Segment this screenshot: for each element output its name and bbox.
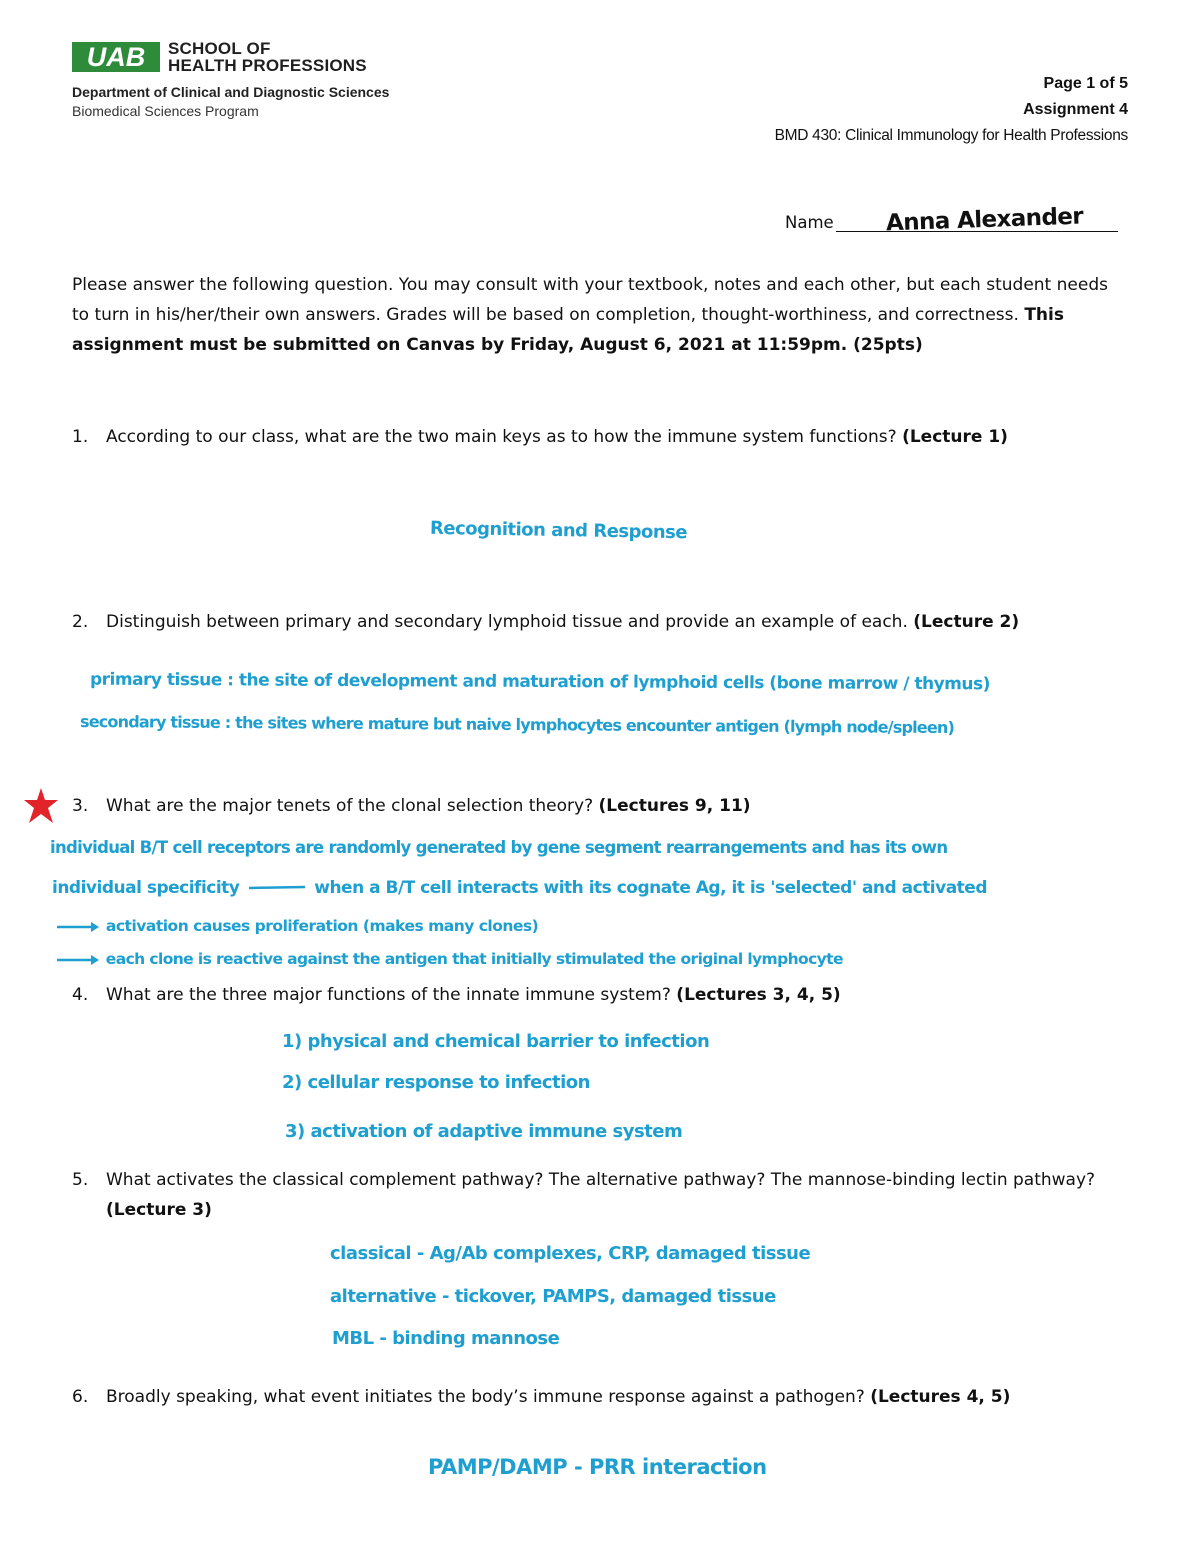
answer-4-line-2: 2) cellular response to infection: [282, 1072, 590, 1093]
answer-3-line-2: [52, 878, 987, 898]
question-3: [72, 791, 1132, 821]
instructions-text: Please answer the following question. You may consult with your textbook, notes and each other, but each student needs to turn in his/her/their own answers. Grades will be based on completion, thought-worthiness, and correctness.: [72, 275, 1108, 325]
uab-logo: [72, 42, 160, 72]
lecture-ref: (Lectures 4, 5): [870, 1387, 1011, 1407]
question-2: [72, 607, 1132, 637]
school-line-1: SCHOOL OF: [168, 39, 271, 58]
question-text: Distinguish between primary and secondary lymphoid tissue and provide an example of each.: [106, 612, 914, 632]
question-text: Broadly speaking, what event initiates the body’s immune response against a pathogen?: [106, 1387, 871, 1407]
name-field: [785, 203, 1118, 237]
question-number: 2.: [72, 612, 89, 632]
instructions-deadline: This assignment must be submitted on Canvas by Friday, August 6, 2021 at 11:59pm. (25pts): [72, 305, 1064, 355]
question-1: [72, 422, 1132, 452]
lecture-ref: (Lecture 1): [902, 427, 1008, 447]
question-6: [72, 1382, 1132, 1412]
school-name: [168, 40, 367, 74]
answer-5-line-2: alternative - tickover, PAMPS, damaged tissue: [330, 1286, 776, 1307]
answer-3-line-2b: when a B/T cell interacts with its cognate Ag, it is 'selected' and activated: [314, 878, 987, 898]
school-line-2: HEALTH PROFESSIONS: [168, 56, 367, 75]
department: Department of Clinical and Diagnostic Sciences: [72, 84, 390, 100]
program: Biomedical Sciences Program: [72, 103, 259, 119]
lecture-ref: (Lecture 3): [106, 1200, 212, 1220]
lecture-ref: (Lecture 2): [913, 612, 1020, 632]
answer-6: PAMP/DAMP - PRR interaction: [428, 1455, 767, 1479]
question-text: What are the major tenets of the clonal selection theory?: [106, 796, 599, 816]
question-5: [72, 1165, 1132, 1225]
answer-4-line-1: 1) physical and chemical barrier to infection: [282, 1031, 710, 1052]
answer-3-line-3-text: activation causes proliferation (makes many clones): [105, 917, 539, 935]
answer-3-line-3: [55, 917, 538, 935]
answer-3-line-4: [55, 950, 843, 968]
arrow-right-icon: [55, 921, 101, 933]
lecture-ref: (Lectures 9, 11): [598, 796, 751, 816]
instructions: [72, 270, 1130, 360]
question-text: According to our class, what are the two main keys as to how the immune system functions?: [106, 427, 903, 447]
name-line: [836, 203, 1118, 237]
question-text: What are the three major functions of the innate immune system?: [106, 985, 677, 1005]
question-number: 1.: [72, 427, 89, 447]
answer-5-line-3: MBL - binding mannose: [332, 1328, 560, 1349]
assignment-title: Assignment 4: [1023, 101, 1128, 118]
question-number: 3.: [72, 796, 89, 816]
question-text: What activates the classical complement pathway? The alternative pathway? The mannose-binding lectin pathway?: [106, 1170, 1096, 1190]
question-number: 6.: [72, 1387, 89, 1407]
answer-4-line-3: 3) activation of adaptive immune system: [285, 1121, 683, 1142]
star-mark-icon: [22, 786, 60, 826]
answer-2-line-1: primary tissue : the site of development and maturation of lymphoid cells (bone marrow / thymus): [89, 669, 990, 695]
answer-5-line-1: classical - Ag/Ab complexes, CRP, damaged tissue: [330, 1243, 811, 1264]
lecture-ref: (Lectures 3, 4, 5): [676, 985, 841, 1005]
arrow-right-icon: [55, 954, 101, 966]
course-title: BMD 430: Clinical Immunology for Health Professions: [774, 127, 1128, 144]
answer-3-line-2a: individual specificity: [52, 878, 240, 898]
page-number: Page 1 of 5: [1043, 75, 1128, 92]
question-number: 4.: [72, 985, 89, 1005]
name-label: Name: [785, 213, 834, 232]
dash-line-icon: [245, 883, 309, 893]
question-number: 5.: [72, 1170, 89, 1190]
answer-2-line-2: secondary tissue : the sites where mature but naive lymphocytes encounter antigen (lymph node/spleen): [79, 711, 955, 738]
answer-3-line-1: individual B/T cell receptors are randomly generated by gene segment rearrangements and has its own: [50, 838, 948, 857]
answer-1: Recognition and Response: [429, 517, 688, 544]
name-signature: Anna Alexander: [885, 203, 1084, 237]
answer-3-line-4-text: each clone is reactive against the antigen that initially stimulated the original lymphocyte: [105, 950, 843, 968]
uab-logo-text: UAB: [86, 42, 146, 72]
question-4: [72, 980, 1132, 1010]
